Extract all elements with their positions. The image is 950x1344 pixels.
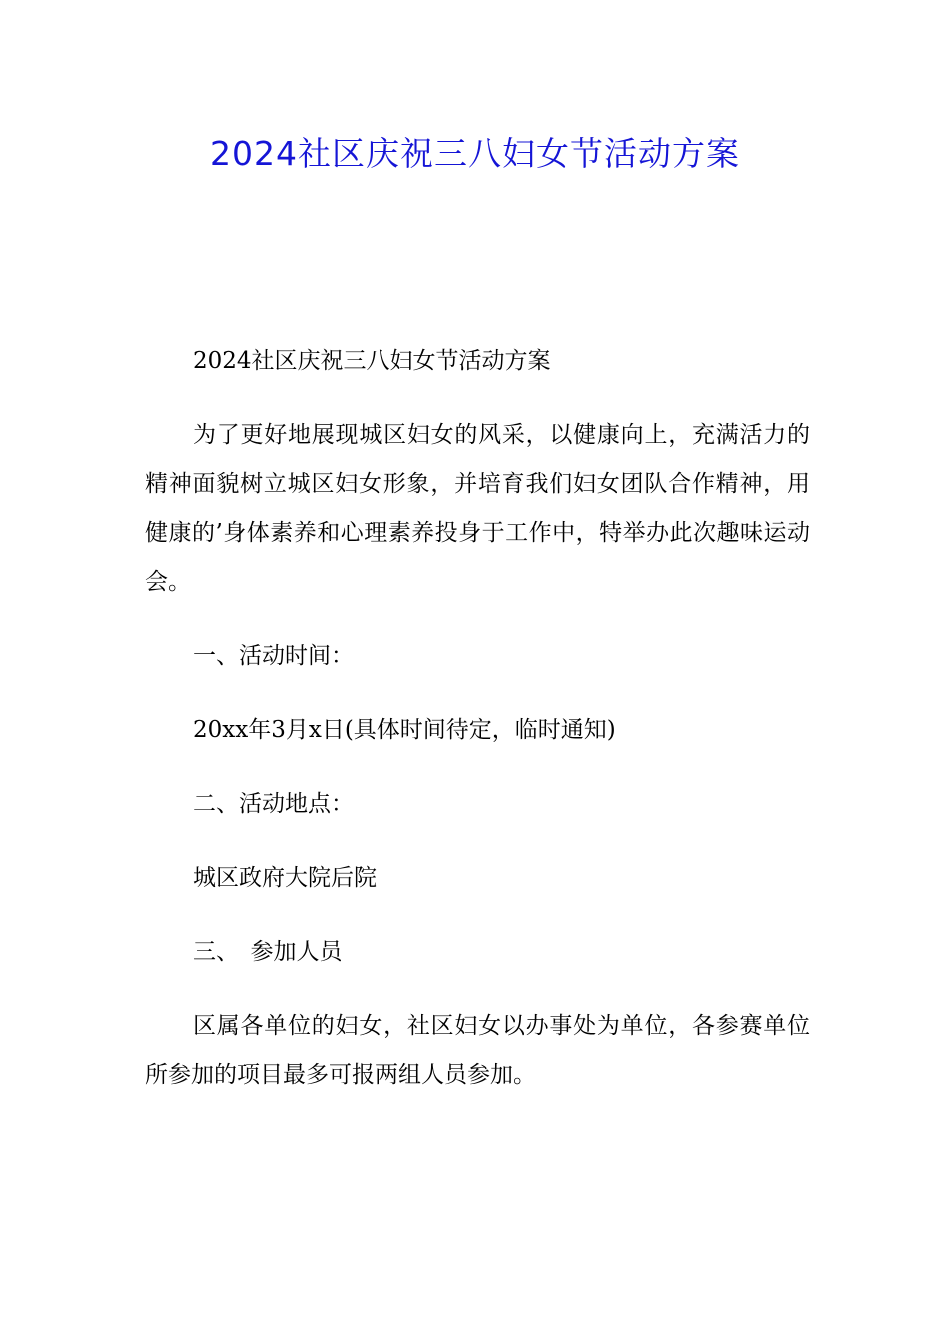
document-body — [145, 337, 810, 1125]
paragraph-intro: 为了更好地展现城区妇女的风采，以健康向上，充满活力的精神面貌树立城区妇女形象，并培育我们妇女团队合作精神，用健康的’身体素养和心理素养投身于工作中，特举办此次趣味运动会。 — [145, 422, 810, 595]
paragraph-location: 城区政府大院后院 — [193, 865, 377, 891]
paragraph-participants: 区属各单位的妇女，社区妇女以办事处为单位，各参赛单位所参加的项目最多可报两组人员参加。 — [145, 1013, 810, 1088]
paragraph-heading-repeat: 2024社区庆祝三八妇女节活动方案 — [193, 348, 551, 374]
section-heading-participants: 三、 参加人员 — [193, 939, 343, 965]
section-heading-time: 一、活动时间： — [193, 643, 354, 669]
paragraph-time: 20xx年3月x日(具体时间待定，临时通知) — [193, 717, 616, 743]
section-heading-location: 二、活动地点： — [193, 791, 354, 817]
document-title: 2024社区庆祝三八妇女节活动方案 — [210, 134, 740, 173]
